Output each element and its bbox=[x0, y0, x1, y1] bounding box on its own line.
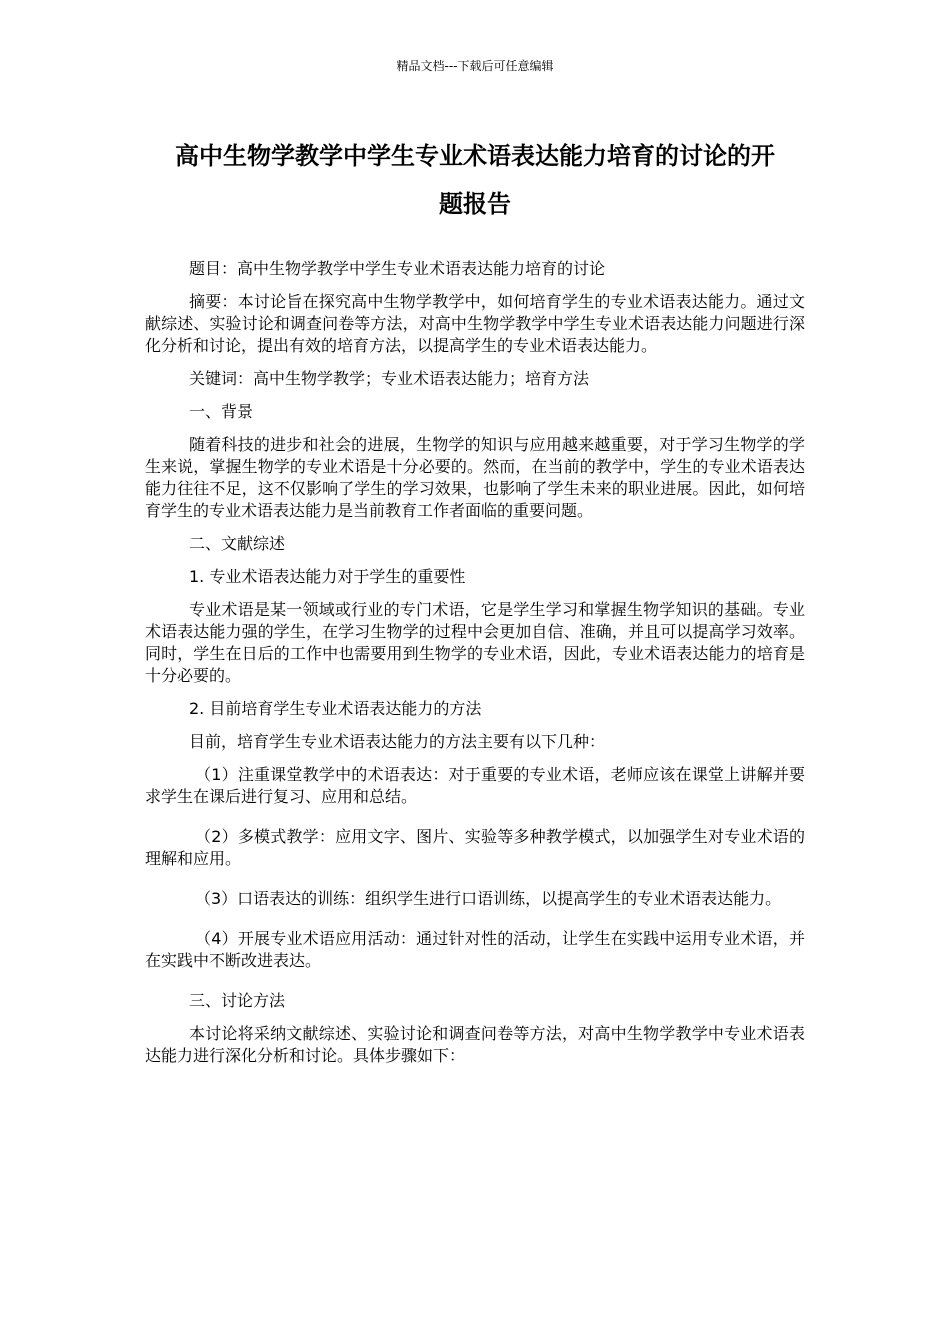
method-item-3: （3）口语表达的训练：组织学生进行口语训练，以提高学生的专业术语表达能力。 bbox=[195, 889, 782, 908]
title-line-1: 高中生物学教学中学生专业术语表达能力培育的讨论的开 bbox=[175, 142, 775, 170]
topic-paragraph: 题目：高中生物学教学中学生专业术语表达能力培育的讨论 bbox=[189, 259, 606, 278]
subsection-heading-importance: 1. 专业术语表达能力对于学生的重要性 bbox=[189, 567, 466, 586]
header-note: 精品文档---下载后可任意编辑 bbox=[396, 59, 554, 73]
method-item-1: （1）注重课堂教学中的术语表达：对于重要的专业术语，老师应该在课堂上讲解并要求学生在课后进行复习、应用和总结。 bbox=[145, 765, 805, 806]
subsection-heading-methods: 2. 目前培育学生专业术语表达能力的方法 bbox=[189, 699, 482, 718]
keywords-paragraph: 关键词：高中生物学教学；专业术语表达能力；培育方法 bbox=[189, 369, 590, 388]
abstract-paragraph: 摘要：本讨论旨在探究高中生物学教学中，如何培育学生的专业术语表达能力。通过文献综述、实验讨论和调查问卷等方法，对高中生物学教学中学生专业术语表达能力问题进行深化分析和讨论，提出有效的培育方法，以提高学生的专业术语表达能力。 bbox=[145, 292, 805, 355]
research-methods-paragraph: 本讨论将采纳文献综述、实验讨论和调查问卷等方法，对高中生物学教学中专业术语表达能力进行深化分析和讨论。具体步骤如下： bbox=[145, 1024, 805, 1065]
section-heading-literature-review: 二、文献综述 bbox=[189, 534, 286, 553]
background-paragraph: 随着科技的进步和社会的进展，生物学的知识与应用越来越重要，对于学习生物学的学生来说，掌握生物学的专业术语是十分必要的。然而，在当前的教学中，学生的专业术语表达能力往往不足，这不仅影响了学生的学习效果，也影响了学生未来的职业进展。因此，如何培育学生的专业术语表达能力是当前教育工作者面临的重要问题。 bbox=[145, 435, 805, 520]
section-heading-research-methods: 三、讨论方法 bbox=[189, 991, 286, 1010]
method-item-2: （2）多模式教学：应用文字、图片、实验等多种教学模式，以加强学生对专业术语的理解和应用。 bbox=[145, 827, 805, 868]
title-line-2: 题报告 bbox=[439, 190, 511, 218]
method-item-4: （4）开展专业术语应用活动：通过针对性的活动，让学生在实践中运用专业术语，并在实践中不断改进表达。 bbox=[145, 929, 805, 970]
document-body bbox=[145, 258, 805, 1078]
methods-intro-paragraph: 目前，培育学生专业术语表达能力的方法主要有以下几种： bbox=[189, 732, 606, 751]
document-title bbox=[145, 132, 805, 228]
section-heading-background: 一、背景 bbox=[189, 402, 254, 421]
importance-paragraph: 专业术语是某一领域或行业的专门术语，它是学生学习和掌握生物学知识的基础。专业术语表达能力强的学生，在学习生物学的过程中会更加自信、准确，并且可以提高学习效率。同时，学生在日后的工作中也需要用到生物学的专业术语，因此，专业术语表达能力的培育是十分必要的。 bbox=[145, 600, 805, 685]
